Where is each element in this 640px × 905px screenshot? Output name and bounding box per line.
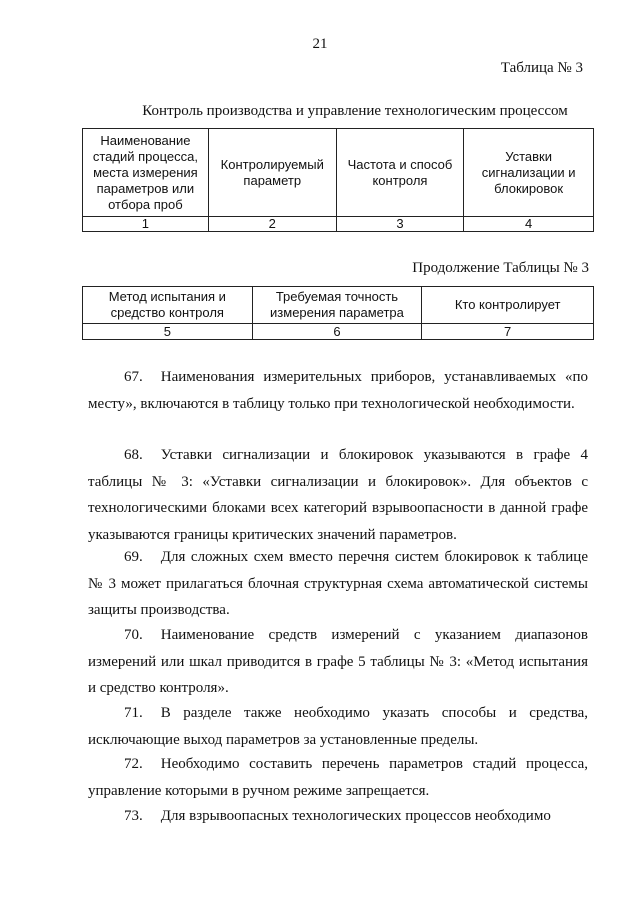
paragraph-number: 73. [124,808,143,824]
column-header: Наименование стадий процесса, места измерения параметров или отбора проб [83,129,209,217]
column-number: 3 [336,217,464,232]
paragraph-text: Наименование средств измерений с указанием диапазонов измерений или шкал приводится в графе 5 таблицы № 3: «Метод испытания и средство контроля». [88,627,588,696]
column-header: Метод испытания и средство контроля [83,287,253,324]
column-number-row [83,324,594,340]
paragraph-text: Наименования измерительных приборов, устанавливаемых «по месту», включаются в таблицу только при технологической необходимости. [88,369,588,412]
column-header: Требуемая точность измерения параметра [252,287,422,324]
paragraph-68 [88,442,588,548]
paragraph-number: 71. [124,705,143,721]
paragraph-text: В разделе также необходимо указать способы и средства, исключающие выход параметров за установленные пределы. [88,705,588,748]
process-control-table-continuation [82,286,594,340]
column-number: 2 [208,217,336,232]
paragraph-number: 70. [124,627,143,643]
paragraph-72 [88,751,588,804]
paragraph-70 [88,622,588,702]
table-caption: Контроль производства и управление технологическим процессом [142,103,568,119]
column-number-row [83,217,594,232]
column-header: Уставки сигнализации и блокировок [464,129,594,217]
column-header: Частота и способ контроля [336,129,464,217]
column-number: 6 [252,324,422,340]
paragraph-69 [88,544,588,624]
paragraph-73 [88,803,588,830]
paragraph-71 [88,700,588,753]
paragraph-number: 68. [124,447,143,463]
paragraph-number: 72. [124,756,143,772]
column-header: Кто контролирует [422,287,594,324]
column-header: Контролируемый параметр [208,129,336,217]
column-number: 7 [422,324,594,340]
paragraph-text: Для взрывоопасных технологических процессов необходимо [160,808,551,824]
column-number: 1 [83,217,209,232]
paragraph-text: Необходимо составить перечень параметров стадий процесса, управление которыми в ручном режиме запрещается. [88,756,588,799]
table-header-row [83,287,594,324]
paragraph-text: Уставки сигнализации и блокировок указываются в графе 4 таблицы № 3: «Уставки сигнализации и блокировок». Для объектов с технологическими блоками всех категорий взрывоопасности в данной графе указываются границы критических значений параметров. [88,447,588,543]
column-number: 4 [464,217,594,232]
paragraph-number: 67. [124,369,143,385]
table-header-row [83,129,594,217]
paragraph-67 [88,364,588,417]
process-control-table [82,128,594,232]
paragraph-number: 69. [124,549,143,565]
continuation-label: Продолжение Таблицы № 3 [412,260,589,276]
column-number: 5 [83,324,253,340]
paragraph-text: Для сложных схем вместо перечня систем блокировок к таблице № 3 может прилагаться блочная структурная схема автоматической системы защиты производства. [88,549,588,618]
table-label: Таблица № 3 [500,60,583,76]
page-number: 21 [312,36,328,52]
